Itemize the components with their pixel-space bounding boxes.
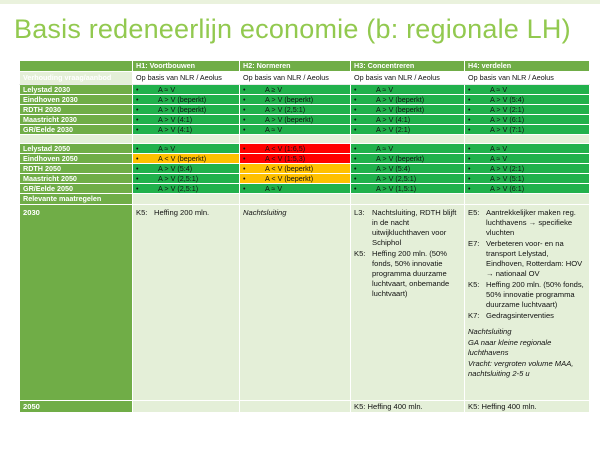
measure-italic: Nachtsluiting <box>243 208 287 217</box>
status-value: A > V (6:1) <box>490 184 525 193</box>
measures-h3 <box>351 205 465 401</box>
measures-2050-label: 2050 <box>20 401 133 413</box>
status-cell <box>351 154 465 164</box>
measure-text: Nachtsluiting, RDTH blijft in de nacht uitwijkluchthaven voor Schiphol <box>372 208 457 247</box>
relevant-measures-cell <box>351 194 465 205</box>
relevant-measures-label: Relevante maatregelen <box>20 194 133 205</box>
header-cell-2: H2: Normeren <box>240 61 351 72</box>
bullet-icon: • <box>354 95 357 104</box>
status-value: A > V (5:4) <box>158 164 193 173</box>
table-row <box>20 125 590 135</box>
status-cell <box>465 95 590 105</box>
status-cell <box>351 184 465 194</box>
measure-italic: Vracht: vergroten volume MAA, nachtsluiting 2-5 u <box>468 359 574 378</box>
status-cell <box>240 174 351 184</box>
status-value: A > V (6:1) <box>490 115 525 124</box>
bullet-icon: • <box>354 115 357 124</box>
status-value: A > V (1,5:1) <box>376 184 417 193</box>
header-cell-4: H4: verdelen <box>465 61 590 72</box>
bullet-icon: • <box>354 164 357 173</box>
status-value: A > V (beperkt) <box>376 95 425 104</box>
bullet-icon: • <box>136 95 139 104</box>
table-row <box>20 95 590 105</box>
bullet-icon: • <box>468 184 471 193</box>
status-value: A ≈ V <box>490 144 508 153</box>
bullet-icon: • <box>354 85 357 94</box>
status-cell <box>133 125 240 135</box>
measures-h1 <box>133 205 240 401</box>
status-value: A ≈ V <box>376 85 394 94</box>
bullet-icon: • <box>136 174 139 183</box>
status-cell <box>465 144 590 154</box>
status-value: A ≈ V <box>265 184 283 193</box>
bullet-icon: • <box>468 125 471 134</box>
status-value: A > V (beperkt) <box>265 95 314 104</box>
row-label: Eindhoven 2030 <box>20 95 133 105</box>
table-row <box>20 164 590 174</box>
bullet-icon: • <box>136 85 139 94</box>
measures-h4 <box>465 205 590 401</box>
status-value: A > V (beperkt) <box>158 95 207 104</box>
status-value: A ≈ V <box>376 144 394 153</box>
bullet-icon: • <box>468 105 471 114</box>
measure-code: K5: <box>468 280 480 289</box>
measures-2050-h1 <box>133 401 240 413</box>
row-label: RDTH 2030 <box>20 105 133 115</box>
status-value: A > V (beperkt) <box>158 105 207 114</box>
row-label: GR/Eelde 2050 <box>20 184 133 194</box>
status-cell <box>240 154 351 164</box>
status-cell <box>133 184 240 194</box>
bullet-icon: • <box>243 125 246 134</box>
row-label: GR/Eelde 2030 <box>20 125 133 135</box>
measure-text: Heffing 200 mln. (50% fonds, 50% innovatie programma duurzame luchtvaart) <box>486 280 584 309</box>
table-row <box>20 184 590 194</box>
status-cell <box>240 125 351 135</box>
status-value: A > V (4:1) <box>158 125 193 134</box>
header-cell-3: H3: Concentreren <box>351 61 465 72</box>
status-cell <box>133 115 240 125</box>
status-value: A > V (2,5:1) <box>376 174 417 183</box>
bullet-icon: • <box>354 105 357 114</box>
status-cell <box>133 174 240 184</box>
spacer-cell <box>351 135 465 144</box>
measure-item <box>468 239 586 279</box>
status-cell <box>465 125 590 135</box>
bullet-icon: • <box>136 184 139 193</box>
relevant-measures-cell <box>465 194 590 205</box>
status-value: A < V (1:6,5) <box>265 144 306 153</box>
bullet-icon: • <box>243 105 246 114</box>
measure-code: K5: <box>136 208 148 217</box>
measures-2030-row <box>20 205 590 401</box>
status-value: A > V (4:1) <box>158 115 193 124</box>
bullet-icon: • <box>468 164 471 173</box>
measure-item <box>136 208 236 218</box>
header-cell-1: H1: Voortbouwen <box>133 61 240 72</box>
bullet-icon: • <box>243 154 246 163</box>
status-value: A < V (1:5,3) <box>265 154 306 163</box>
bullet-icon: • <box>136 164 139 173</box>
table-row <box>20 85 590 95</box>
table-row <box>20 115 590 125</box>
status-value: A ≈ V <box>265 125 283 134</box>
measures-2030-label: 2030 <box>20 205 133 401</box>
bullet-icon: • <box>243 184 246 193</box>
status-cell <box>133 164 240 174</box>
status-value: A ≈ V <box>490 154 508 163</box>
measure-code: K7: <box>468 311 480 320</box>
bullet-icon: • <box>468 95 471 104</box>
bullet-icon: • <box>468 154 471 163</box>
status-cell <box>133 95 240 105</box>
status-value: A > V (2,5:1) <box>158 184 199 193</box>
bullet-icon: • <box>468 85 471 94</box>
bullet-icon: • <box>243 174 246 183</box>
status-cell <box>133 144 240 154</box>
bullet-icon: • <box>243 95 246 104</box>
status-value: A < V (beperkt) <box>265 174 314 183</box>
measures-2050-h3: K5: Heffing 400 mln. <box>351 401 465 413</box>
row-label: RDTH 2050 <box>20 164 133 174</box>
table-row <box>20 105 590 115</box>
status-value: A > V (5:4) <box>490 95 525 104</box>
table-row <box>20 144 590 154</box>
bullet-icon: • <box>243 85 246 94</box>
status-cell <box>240 105 351 115</box>
bullet-icon: • <box>354 154 357 163</box>
relevant-measures-cell <box>133 194 240 205</box>
status-value: A > V (4:1) <box>376 115 411 124</box>
status-value: A > V (2:1) <box>376 125 411 134</box>
status-cell <box>240 164 351 174</box>
bullet-icon: • <box>136 125 139 134</box>
top-accent-bar <box>0 0 600 4</box>
measure-italic: GA naar kleine regionale luchthavens <box>468 338 552 357</box>
bullet-icon: • <box>468 115 471 124</box>
measure-text: Heffing 200 mln. <box>154 208 210 217</box>
measure-text: Gedragsinterventies <box>486 311 554 320</box>
bullet-icon: • <box>136 154 139 163</box>
status-value: A > V (7:1) <box>490 125 525 134</box>
bullet-icon: • <box>136 115 139 124</box>
status-cell <box>240 115 351 125</box>
measure-text: Heffing 200 mln. (50% fonds, 50% innovatie programma duurzame luchtvaart, onbemande luchtvaart) <box>372 249 450 298</box>
row-label: Eindhoven 2050 <box>20 154 133 164</box>
status-value: A > V (2,5:1) <box>265 105 306 114</box>
status-cell <box>465 105 590 115</box>
header-cell-0 <box>20 61 133 72</box>
measure-code: K5: <box>354 249 366 258</box>
status-cell <box>240 95 351 105</box>
status-cell <box>351 85 465 95</box>
measure-text: Aantrekkelijker maken reg. luchthavens → specifieke vluchten <box>486 208 576 237</box>
status-cell <box>465 85 590 95</box>
status-value: A > V (beperkt) <box>376 154 425 163</box>
status-cell <box>351 125 465 135</box>
status-cell <box>351 164 465 174</box>
status-cell <box>465 164 590 174</box>
status-value: A > V (2:1) <box>490 164 525 173</box>
status-value: A > V (beperkt) <box>265 115 314 124</box>
bullet-icon: • <box>354 184 357 193</box>
subheader-value: Op basis van NLR / Aeolus <box>351 72 465 85</box>
table-row <box>20 154 590 164</box>
status-value: A > V (5:1) <box>490 174 525 183</box>
subheader-value: Op basis van NLR / Aeolus <box>465 72 590 85</box>
spacer-row <box>20 135 590 144</box>
status-value: A > V (beperkt) <box>376 105 425 114</box>
status-value: A > V (5:4) <box>376 164 411 173</box>
bullet-icon: • <box>354 144 357 153</box>
measures-2050-h2 <box>240 401 351 413</box>
bullet-icon: • <box>243 144 246 153</box>
status-value: A < V (beperkt) <box>265 164 314 173</box>
spacer-cell <box>133 135 240 144</box>
measure-item <box>468 280 586 310</box>
bullet-icon: • <box>354 125 357 134</box>
status-cell <box>351 105 465 115</box>
status-cell <box>465 184 590 194</box>
measures-2050-row <box>20 401 590 413</box>
relevant-measures-cell <box>240 194 351 205</box>
bullet-icon: • <box>468 144 471 153</box>
table-row <box>20 174 590 184</box>
row-label: Lelystad 2030 <box>20 85 133 95</box>
bullet-icon: • <box>468 174 471 183</box>
page-title: Basis redeneerlijn economie (b: regionale LH) <box>14 14 571 44</box>
subheader-label: Verhouding vraag/aanbod <box>20 72 133 85</box>
header-row <box>20 61 590 72</box>
measure-item <box>468 208 586 238</box>
status-value: A < V (beperkt) <box>158 154 207 163</box>
measures-2050-h4: K5: Heffing 400 mln. <box>465 401 590 413</box>
spacer-cell <box>240 135 351 144</box>
row-label: Lelystad 2050 <box>20 144 133 154</box>
status-cell <box>133 85 240 95</box>
relevant-measures-row <box>20 194 590 205</box>
measure-italic: Nachtsluiting <box>468 327 512 336</box>
status-cell <box>133 105 240 115</box>
status-value: A ≥ V <box>265 85 283 94</box>
spacer-cell <box>465 135 590 144</box>
status-value: A ≈ V <box>490 85 508 94</box>
status-cell <box>351 144 465 154</box>
status-cell <box>351 115 465 125</box>
status-cell <box>351 95 465 105</box>
measure-item <box>354 208 461 248</box>
status-cell <box>240 144 351 154</box>
bullet-icon: • <box>243 164 246 173</box>
measures-h2 <box>240 205 351 401</box>
measure-code: L3: <box>354 208 365 217</box>
bullet-icon: • <box>243 115 246 124</box>
status-cell <box>240 184 351 194</box>
status-value: A > V (2,5:1) <box>158 174 199 183</box>
subheader-row <box>20 72 590 85</box>
measure-item <box>354 249 461 299</box>
bullet-icon: • <box>354 174 357 183</box>
measure-code: E7: <box>468 239 480 248</box>
status-cell <box>465 154 590 164</box>
measure-item <box>468 311 586 321</box>
status-cell <box>465 174 590 184</box>
status-cell <box>465 115 590 125</box>
status-value: A > V (2:1) <box>490 105 525 114</box>
status-cell <box>240 85 351 95</box>
measure-text: Verbeteren voor- en na transport Lelystad, Eindhoven, Rotterdam: HOV → nationaal OV <box>486 239 583 278</box>
row-label: Maastricht 2050 <box>20 174 133 184</box>
spacer-cell <box>20 135 133 144</box>
row-label: Maastricht 2030 <box>20 115 133 125</box>
measure-code: E5: <box>468 208 480 217</box>
status-value: A ≈ V <box>158 85 176 94</box>
comparison-table <box>19 60 590 413</box>
subheader-value: Op basis van NLR / Aeolus <box>133 72 240 85</box>
bullet-icon: • <box>136 144 139 153</box>
bullet-icon: • <box>136 105 139 114</box>
status-cell <box>351 174 465 184</box>
status-cell <box>133 154 240 164</box>
subheader-value: Op basis van NLR / Aeolus <box>240 72 351 85</box>
status-value: A ≈ V <box>158 144 176 153</box>
